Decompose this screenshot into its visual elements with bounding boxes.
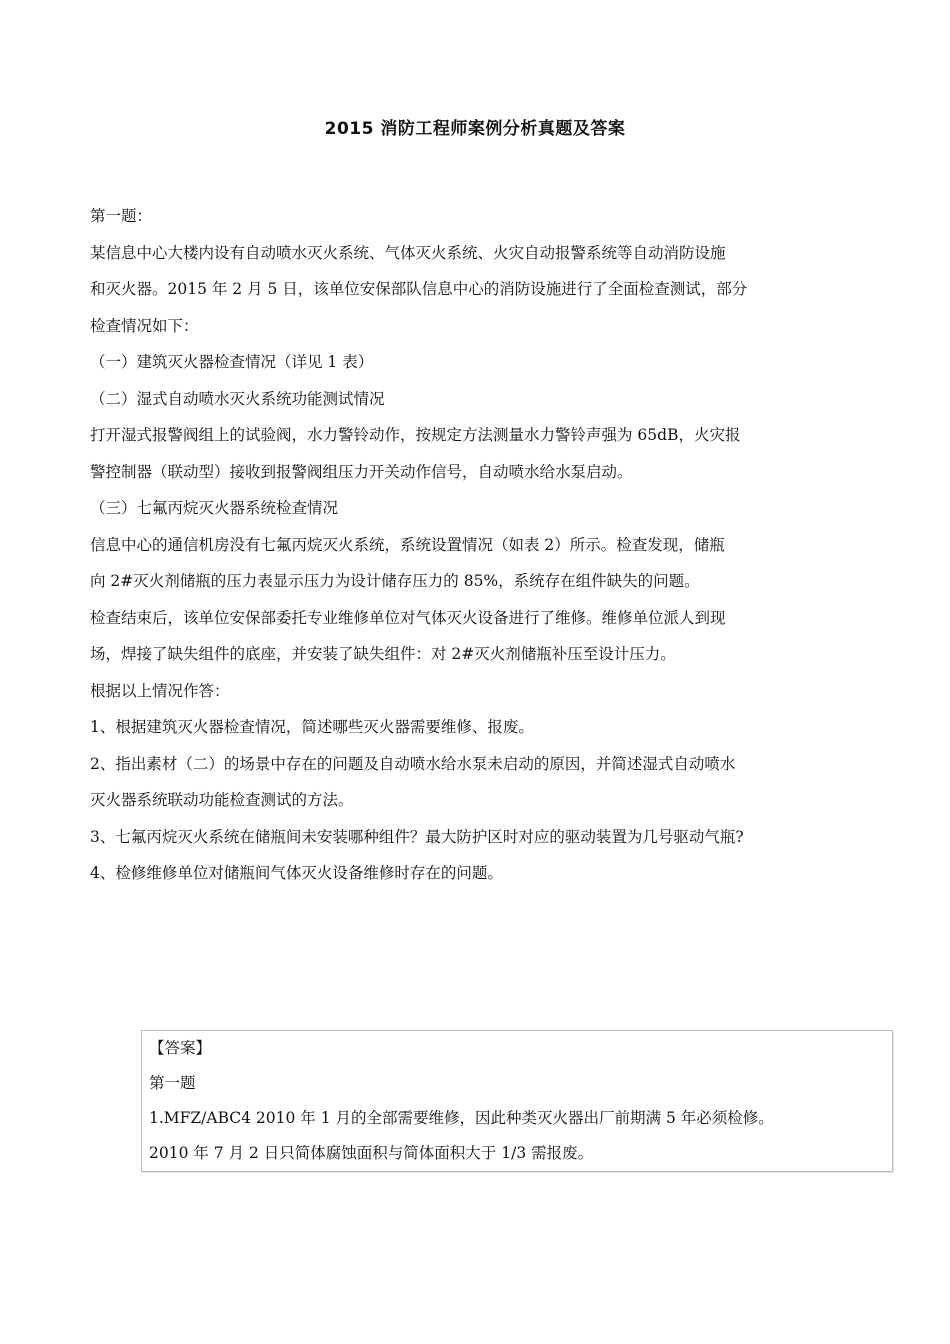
paragraph-line: 某信息中心大楼内设有自动喷水灭火系统、气体灭火系统、火灾自动报警系统等自动消防设施 — [90, 243, 726, 262]
question-item: 1、根据建筑灭火器检查情况，简述哪些灭火器需要维修、报废。 — [90, 718, 534, 736]
paragraph-line: 根据以上情况作答： — [90, 681, 230, 700]
question-item: 2、指出素材（二）的场景中存在的问题及自动喷水给水泵未启动的原因，并简述湿式自动喷水 — [90, 754, 736, 773]
paragraph-line: 检查情况如下： — [90, 316, 199, 335]
answer-box — [141, 1030, 893, 1172]
paragraph-line: 和灭火器。2015 年 2 月 5 日，该单位安保部队信息中心的消防设施进行了全面检查测试，部分 — [90, 280, 748, 298]
answer-subheading: 第一题 — [149, 1074, 196, 1092]
paragraph-line: （二）湿式自动喷水灭火系统功能测试情况 — [90, 389, 385, 408]
question-body — [90, 198, 900, 892]
paragraph-line: 第一题： — [90, 207, 153, 225]
paragraph-line: 向 2#灭火剂储瓶的压力表显示压力为设计储存压力的 85%，系统存在组件缺失的问题。 — [90, 572, 700, 590]
answer-line: 1.MFZ/ABC4 2010 年 1 月的全部需要维修，因此种类灭火器出厂前期满 5 年必须检修。 — [149, 1109, 774, 1127]
paragraph-line: 信息中心的通信机房没有七氟丙烷灭火系统，系统设置情况（如表 2）所示。检查发现，储瓶 — [90, 535, 725, 554]
question-item: 3、七氟丙烷灭火系统在储瓶间未安装哪种组件？最大防护区时对应的驱动装置为几号驱动气瓶? — [90, 827, 744, 846]
answer-text — [149, 1031, 774, 1171]
paragraph-line: （一）建筑灭火器检查情况（详见 1 表） — [90, 353, 374, 371]
answer-line: 2010 年 7 月 2 日只简体腐蚀面积与简体面积大于 1/3 需报废。 — [149, 1144, 594, 1162]
document-title: 2015 消防工程师案例分析真题及答案 — [324, 119, 626, 139]
paragraph-line: （三）七氟丙烷灭火器系统检查情况 — [90, 499, 339, 517]
question-item: 灭火器系统联动功能检查测试的方法。 — [90, 791, 354, 809]
paragraph-line: 打开湿式报警阀组上的试验阀，水力警铃动作，按规定方法测量水力警铃声强为 65dB，火灾报 — [90, 426, 741, 444]
question-item: 4、检修维修单位对储瓶间气体灭火设备维修时存在的问题。 — [90, 864, 503, 882]
paragraph-line: 检查结束后，该单位安保部委托专业维修单位对气体灭火设备进行了维修。维修单位派人到现 — [90, 608, 726, 627]
paragraph-line: 场，焊接了缺失组件的底座，并安装了缺失组件：对 2#灭火剂储瓶补压至设计压力。 — [90, 645, 676, 663]
paragraph-line: 警控制器（联动型）接收到报警阀组压力开关动作信号，自动喷水给水泵启动。 — [90, 462, 633, 481]
answer-heading: 【答案】 — [149, 1039, 212, 1057]
